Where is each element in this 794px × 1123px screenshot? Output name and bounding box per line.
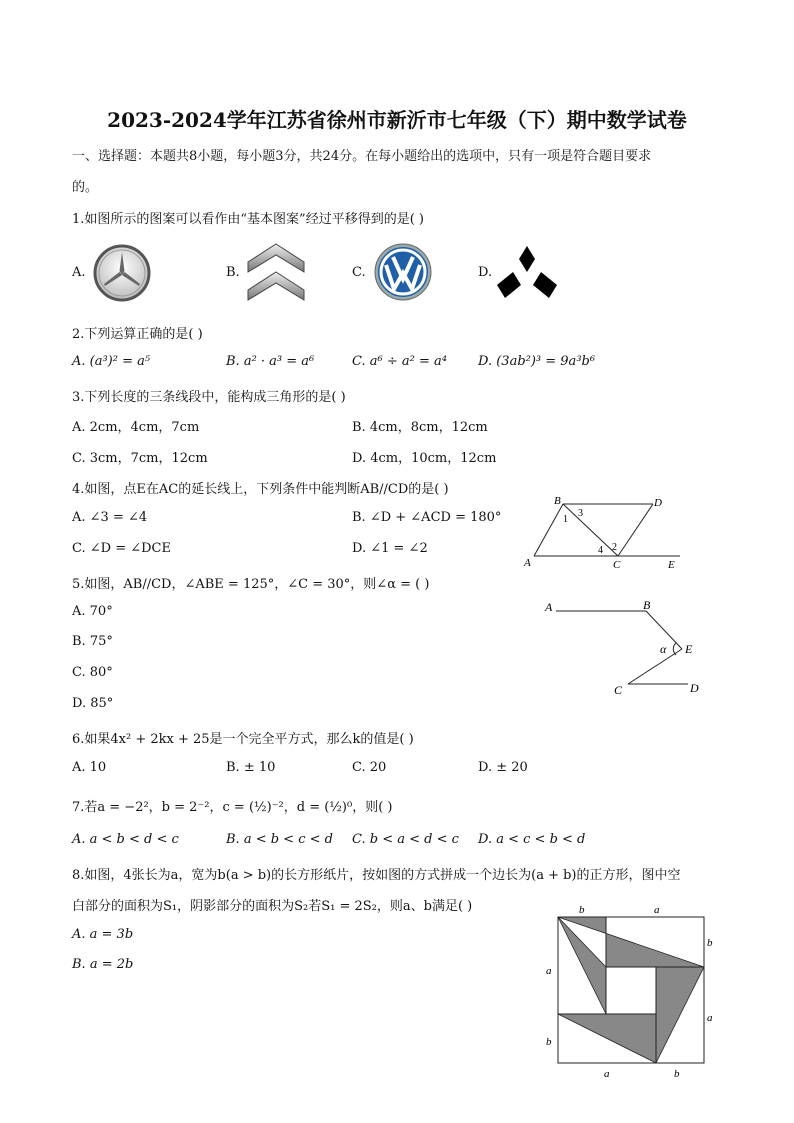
- label-bottom-b: b: [674, 1068, 680, 1080]
- q3-option-c: C. 3cm，7cm，12cm: [72, 451, 208, 466]
- q4-option-b: B. ∠D + ∠ACD = 180°: [352, 510, 502, 525]
- q3-option-d: D. 4cm，10cm，12cm: [352, 451, 497, 466]
- q4-geometry-figure: [520, 492, 690, 572]
- label-bottom-a: a: [604, 1068, 610, 1080]
- label-A: A: [524, 557, 531, 569]
- q2-option-c: C. a⁶ ÷ a² = a⁴: [352, 354, 447, 369]
- q6-option-d: D. ± 20: [478, 760, 528, 775]
- angle-1-label: 1: [563, 514, 568, 525]
- q4-option-a: A. ∠3 = ∠4: [72, 510, 148, 525]
- volkswagen-logo-icon: [374, 243, 432, 301]
- angle-4-label: 4: [598, 545, 603, 556]
- q8-option-b: B. a = 2b: [72, 957, 134, 972]
- q1-option-b: B.: [226, 265, 240, 280]
- q8-square-figure: [536, 900, 726, 1086]
- q2-option-b: B. a² · a³ = a⁶: [226, 354, 315, 369]
- angle-3-label: 3: [578, 508, 583, 519]
- mercedes-logo-icon: [93, 244, 151, 302]
- label-right-a: a: [707, 1012, 713, 1024]
- question-4-stem: 4.如图，点E在AC的延长线上，下列条件中能判断AB//CD的是( ): [72, 482, 449, 497]
- q7-option-a: A. a < b < d < c: [72, 832, 179, 847]
- label-B: B: [643, 598, 651, 612]
- q1-option-d: D.: [478, 265, 493, 280]
- label-A: A: [545, 600, 553, 614]
- page-title: 2023-2024学年江苏省徐州市新沂市七年级（下）期中数学试卷: [107, 108, 687, 132]
- q5-option-a: A. 70°: [72, 604, 113, 619]
- q2-option-d: D. (3ab²)³ = 9a³b⁶: [478, 354, 596, 369]
- q7-option-d: D. a < c < b < d: [478, 832, 586, 847]
- question-3-stem: 3.下列长度的三条线段中，能构成三角形的是( ): [72, 390, 346, 405]
- question-6-stem: 6.如果4x² + 2kx + 25是一个完全平方式，那么k的值是( ): [72, 732, 414, 747]
- q2-option-a: A. (a³)² = a⁵: [72, 354, 151, 369]
- label-D: D: [654, 497, 662, 509]
- label-C: C: [614, 683, 623, 697]
- label-left-b: b: [546, 1036, 552, 1048]
- q5-option-c: C. 80°: [72, 665, 113, 680]
- q6-option-a: A. 10: [72, 760, 107, 775]
- q6-option-c: C. 20: [352, 760, 387, 775]
- q3-option-b: B. 4cm，8cm，12cm: [352, 420, 488, 435]
- angle-2-label: 2: [612, 542, 617, 553]
- q7-option-b: B. a < b < c < d: [226, 832, 333, 847]
- mitsubishi-logo-icon: [497, 244, 557, 300]
- question-8-stem-line1: 8.如图，4张长为a，宽为b(a > b)的长方形纸片，按如图的方式拼成一个边长为(a + b)的正方形，图中空: [72, 868, 681, 883]
- label-B: B: [554, 495, 561, 507]
- label-E: E: [668, 559, 675, 571]
- label-top-b: b: [579, 904, 585, 916]
- q1-option-a: A.: [72, 265, 86, 280]
- q7-option-c: C. b < a < d < c: [352, 832, 459, 847]
- label-right-b: b: [707, 937, 713, 949]
- section-heading-cont: 的。: [72, 180, 99, 195]
- q1-option-c: C.: [352, 265, 366, 280]
- question-2-stem: 2.下列运算正确的是( ): [72, 327, 203, 342]
- question-1-stem: 1.如图所示的图案可以看作由“基本图案”经过平移得到的是( ): [72, 212, 424, 227]
- label-D: D: [690, 681, 699, 695]
- q6-option-b: B. ± 10: [226, 760, 276, 775]
- label-C: C: [613, 559, 621, 571]
- q4-option-c: C. ∠D = ∠DCE: [72, 541, 171, 556]
- q5-option-d: D. 85°: [72, 696, 114, 711]
- q5-geometry-figure: [540, 596, 710, 700]
- label-alpha: α: [660, 642, 667, 656]
- citroen-logo-icon: [244, 240, 308, 304]
- q4-option-d: D. ∠1 = ∠2: [352, 541, 428, 556]
- label-E: E: [685, 642, 693, 656]
- question-8-stem-line2: 白部分的面积为S₁，阴影部分的面积为S₂若S₁ = 2S₂，则a、b满足( ): [72, 899, 473, 914]
- q3-option-a: A. 2cm，4cm，7cm: [72, 420, 200, 435]
- question-7-stem: 7.若a = −2²，b = 2⁻²，c = (½)⁻²，d = (½)⁰，则( ): [72, 800, 393, 815]
- label-top-a: a: [654, 904, 660, 916]
- section-heading: 一、选择题：本题共8小题，每小题3分，共24分。在每小题给出的选项中，只有一项是符合题目要求: [72, 149, 652, 164]
- q5-option-b: B. 75°: [72, 634, 113, 649]
- question-5-stem: 5.如图，AB//CD，∠ABE = 125°，∠C = 30°，则∠α = ( ): [72, 577, 430, 592]
- label-left-a: a: [546, 965, 552, 977]
- q8-option-a: A. a = 3b: [72, 927, 134, 942]
